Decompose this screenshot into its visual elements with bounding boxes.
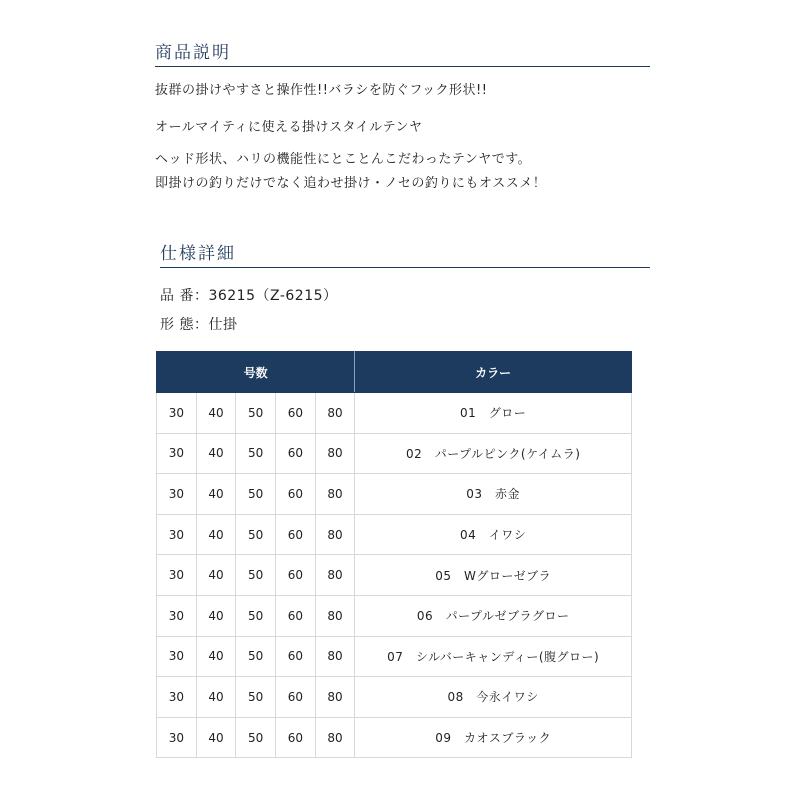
color-cell: 07 シルバーキャンディー(腹グロー): [355, 636, 632, 677]
spec-heading: 仕様詳細: [160, 243, 650, 268]
size-cell: 50: [236, 595, 276, 636]
size-cell: 30: [157, 595, 197, 636]
size-cell: 80: [315, 393, 355, 434]
product-form: 形 態：仕掛: [160, 317, 238, 333]
table-row: [157, 555, 632, 596]
size-cell: 80: [315, 474, 355, 515]
size-cell: 30: [157, 636, 197, 677]
description-line-1: 抜群の掛けやすさと操作性!!バラシを防ぐフック形状!!: [155, 83, 488, 98]
size-cell: 80: [315, 514, 355, 555]
color-header: カラー: [355, 352, 632, 393]
size-cell: 30: [157, 677, 197, 718]
size-cell: 30: [157, 555, 197, 596]
color-cell: 08 今永イワシ: [355, 677, 632, 718]
color-cell: 09 カオスブラック: [355, 717, 632, 758]
size-header: 号数: [157, 352, 355, 393]
product-number: 品 番：36215（Z-6215）: [160, 288, 338, 304]
size-cell: 40: [196, 474, 236, 515]
size-cell: 50: [236, 514, 276, 555]
table-header-row: [157, 352, 632, 393]
color-cell: 03 赤金: [355, 474, 632, 515]
size-cell: 50: [236, 677, 276, 718]
size-cell: 30: [157, 393, 197, 434]
color-cell: 04 イワシ: [355, 514, 632, 555]
size-cell: 60: [276, 514, 316, 555]
size-cell: 40: [196, 717, 236, 758]
size-cell: 30: [157, 474, 197, 515]
size-cell: 50: [236, 717, 276, 758]
size-cell: 60: [276, 717, 316, 758]
table-row: [157, 677, 632, 718]
size-cell: 50: [236, 433, 276, 474]
size-cell: 40: [196, 433, 236, 474]
size-cell: 50: [236, 393, 276, 434]
size-cell: 50: [236, 636, 276, 677]
table-row: [157, 636, 632, 677]
size-cell: 80: [315, 636, 355, 677]
table-row: [157, 433, 632, 474]
size-cell: 80: [315, 555, 355, 596]
color-cell: 05 Wグローゼブラ: [355, 555, 632, 596]
size-cell: 50: [236, 555, 276, 596]
size-cell: 40: [196, 595, 236, 636]
size-cell: 30: [157, 514, 197, 555]
color-cell: 01 グロー: [355, 393, 632, 434]
size-cell: 50: [236, 474, 276, 515]
size-cell: 30: [157, 433, 197, 474]
description-line-4: 即掛けの釣りだけでなく追わせ掛け・ノセの釣りにもオススメ！: [155, 176, 547, 191]
description-line-3: ヘッド形状、ハリの機能性にとことんこだわったテンヤです。: [155, 152, 532, 167]
size-cell: 60: [276, 555, 316, 596]
color-cell: 02 パープルピンク(ケイムラ): [355, 433, 632, 474]
table-body: [157, 393, 632, 758]
size-cell: 40: [196, 393, 236, 434]
size-cell: 60: [276, 474, 316, 515]
color-cell: 06 パープルゼブラグロー: [355, 595, 632, 636]
table-row: [157, 595, 632, 636]
size-cell: 40: [196, 555, 236, 596]
size-cell: 40: [196, 514, 236, 555]
table-row: [157, 514, 632, 555]
description-line-2: オールマイティに使える掛けスタイルテンヤ: [155, 120, 423, 135]
size-cell: 40: [196, 677, 236, 718]
size-cell: 80: [315, 595, 355, 636]
size-cell: 60: [276, 595, 316, 636]
table-row: [157, 717, 632, 758]
table-row: [157, 393, 632, 434]
spec-table: [156, 351, 632, 758]
size-cell: 60: [276, 393, 316, 434]
table-row: [157, 474, 632, 515]
size-cell: 80: [315, 717, 355, 758]
size-cell: 40: [196, 636, 236, 677]
size-cell: 60: [276, 677, 316, 718]
size-cell: 80: [315, 433, 355, 474]
size-cell: 60: [276, 433, 316, 474]
size-cell: 60: [276, 636, 316, 677]
size-cell: 80: [315, 677, 355, 718]
description-heading: 商品説明: [155, 42, 650, 67]
size-cell: 30: [157, 717, 197, 758]
